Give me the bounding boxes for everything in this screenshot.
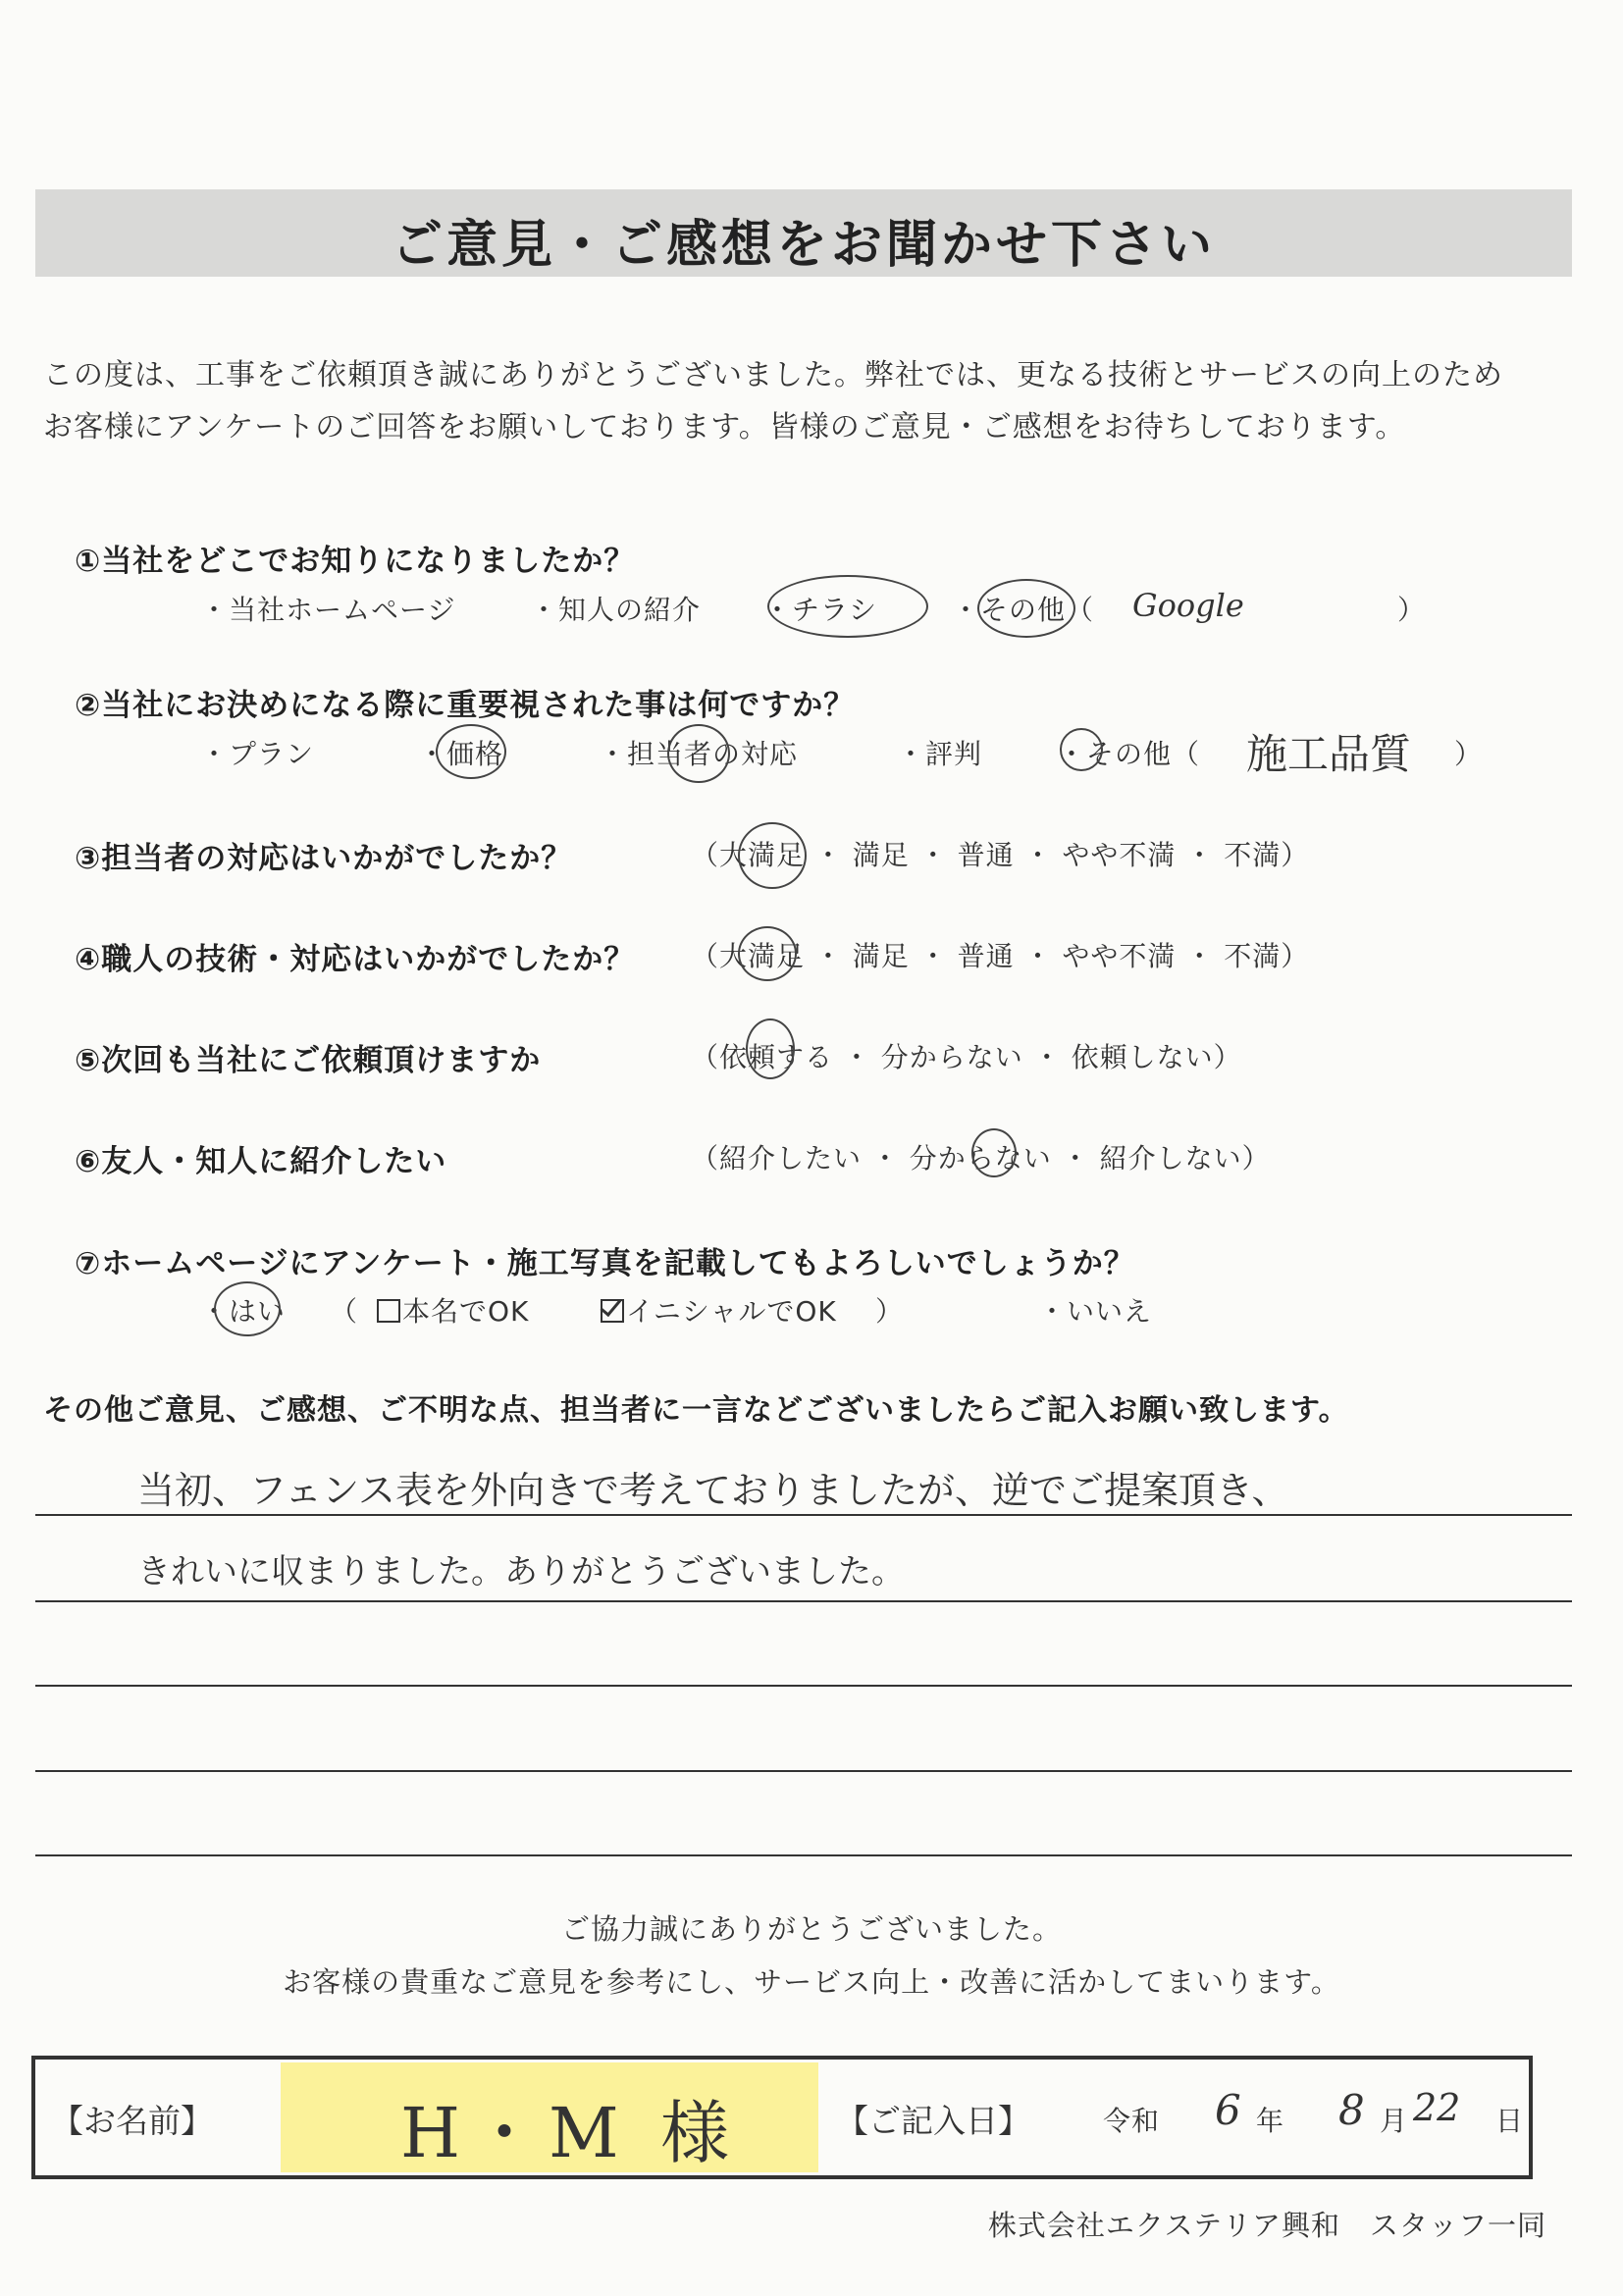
initial-checkbox[interactable] bbox=[601, 1299, 624, 1323]
date-year[interactable]: 6 bbox=[1215, 2086, 1241, 2134]
question-1: ①当社をどこでお知りになりましたか？ bbox=[75, 544, 636, 579]
q2-option-staff[interactable]: ・担当者の対応 bbox=[599, 738, 799, 770]
date-month[interactable]: 8 bbox=[1338, 2086, 1365, 2134]
q1-paren-close: ） bbox=[1397, 594, 1427, 626]
q2-other-circle bbox=[1060, 728, 1103, 771]
q4-options[interactable]: （大満足 ・ 満足 ・ 普通 ・ やや不満 ・ 不満） bbox=[691, 940, 1310, 972]
q1-flyer-circle bbox=[767, 575, 928, 638]
q1-other-answer: Google bbox=[1132, 587, 1244, 624]
date-day[interactable]: 22 bbox=[1413, 2086, 1461, 2129]
comment-rule-5 bbox=[35, 1854, 1572, 1856]
q2-paren-close: ） bbox=[1454, 738, 1484, 770]
q6-options[interactable]: （紹介したい ・ 分からない ・ 紹介しない） bbox=[691, 1142, 1271, 1174]
q5-options[interactable]: （依頼する ・ 分からない ・ 依頼しない） bbox=[691, 1041, 1242, 1073]
question-2: ②当社にお決めになる際に重要視された事は何ですか？ bbox=[75, 688, 856, 723]
q2-staff-circle bbox=[667, 724, 730, 783]
real-name-checkbox[interactable] bbox=[377, 1299, 400, 1323]
date-era: 令和 bbox=[1103, 2105, 1161, 2137]
intro-line-2: お客様にアンケートのご回答をお願いしております。皆様のご意見・ご感想をお待ちしております。 bbox=[43, 410, 1406, 444]
q3-answer-circle bbox=[738, 822, 807, 889]
q6-answer-circle bbox=[971, 1128, 1017, 1177]
q3-options[interactable]: （大満足 ・ 満足 ・ 普通 ・ やや不満 ・ 不満） bbox=[691, 839, 1310, 871]
q1-other-circle bbox=[977, 579, 1075, 638]
q2-option-other[interactable]: ・その他（ bbox=[1058, 738, 1201, 770]
thanks-line-2: お客様の貴重なご意見を参考にし、サービス向上・改善に活かしてまいります。 bbox=[283, 1965, 1340, 1999]
q2-option-plan[interactable]: ・プラン bbox=[200, 738, 315, 770]
footer-company: 株式会社エクステリア興和 スタッフ一同 bbox=[987, 2209, 1546, 2242]
q4-answer-circle bbox=[738, 926, 797, 981]
name-value[interactable]: H・M 様 bbox=[400, 2093, 739, 2173]
q7-option-initial[interactable] bbox=[601, 1290, 837, 1330]
q2-other-answer: 施工品質 bbox=[1246, 730, 1412, 778]
q7-yes-circle bbox=[214, 1281, 281, 1336]
q1-option-homepage[interactable]: ・当社ホームページ bbox=[200, 594, 456, 626]
q2-option-reputation[interactable]: ・評判 bbox=[897, 738, 983, 770]
q7-option-yes[interactable]: ・はい bbox=[200, 1295, 287, 1328]
comment-line-1[interactable]: 当初、フェンス表を外向きで考えておりましたが、逆でご提案頂き、 bbox=[137, 1469, 1289, 1512]
comment-rule-2 bbox=[35, 1600, 1572, 1602]
q5-answer-circle bbox=[746, 1018, 795, 1079]
comments-prompt: その他ご意見、ご感想、ご不明な点、担当者に一言などございましたらご記入お願い致します。 bbox=[43, 1393, 1349, 1428]
date-month-unit: 月 bbox=[1380, 2105, 1409, 2137]
initial-label: イニシャルでOK bbox=[626, 1295, 837, 1328]
title-band bbox=[35, 189, 1572, 277]
comment-line-2[interactable]: きれいに収まりました。ありがとうございました。 bbox=[137, 1552, 905, 1592]
question-7: ⑦ホームページにアンケート・施工写真を記載してもよろしいでしょうか？ bbox=[75, 1246, 1135, 1281]
question-4: ④職人の技術・対応はいかがでしたか？ bbox=[75, 942, 636, 977]
q1-option-other[interactable]: ・その他（ bbox=[952, 594, 1095, 626]
date-year-unit: 年 bbox=[1256, 2105, 1285, 2137]
comment-rule-3 bbox=[35, 1685, 1572, 1687]
comment-rule-4 bbox=[35, 1770, 1572, 1772]
q2-option-price[interactable]: ・価格 bbox=[418, 738, 504, 770]
q1-option-referral[interactable]: ・知人の紹介 bbox=[530, 594, 702, 626]
q2-price-circle bbox=[436, 724, 506, 779]
date-label: 【ご記入日】 bbox=[836, 2102, 1030, 2140]
intro-line-1: この度は、工事をご依頼頂き誠にありがとうございました。弊社では、更なる技術とサービスの向上のため bbox=[43, 358, 1503, 392]
question-6: ⑥友人・知人に紹介したい bbox=[75, 1144, 447, 1179]
q7-paren-close: ） bbox=[875, 1295, 905, 1328]
q1-option-flyer[interactable]: ・チラシ bbox=[763, 594, 878, 626]
question-3: ③担当者の対応はいかがでしたか？ bbox=[75, 841, 573, 876]
question-5: ⑤次回も当社にご依頼頂けますか bbox=[75, 1043, 542, 1078]
q7-option-real-name[interactable] bbox=[377, 1290, 529, 1330]
q7-paren-open: （ bbox=[330, 1295, 359, 1328]
real-name-label: 本名でOK bbox=[402, 1295, 530, 1328]
comment-rule-1 bbox=[35, 1514, 1572, 1516]
date-day-unit: 日 bbox=[1495, 2105, 1525, 2137]
name-label: 【お名前】 bbox=[51, 2102, 213, 2140]
page-title: ご意見・ご感想をお聞かせ下さい bbox=[391, 216, 1216, 275]
q7-option-no[interactable]: ・いいえ bbox=[1038, 1295, 1153, 1328]
thanks-line-1: ご協力誠にありがとうございました。 bbox=[560, 1912, 1062, 1946]
